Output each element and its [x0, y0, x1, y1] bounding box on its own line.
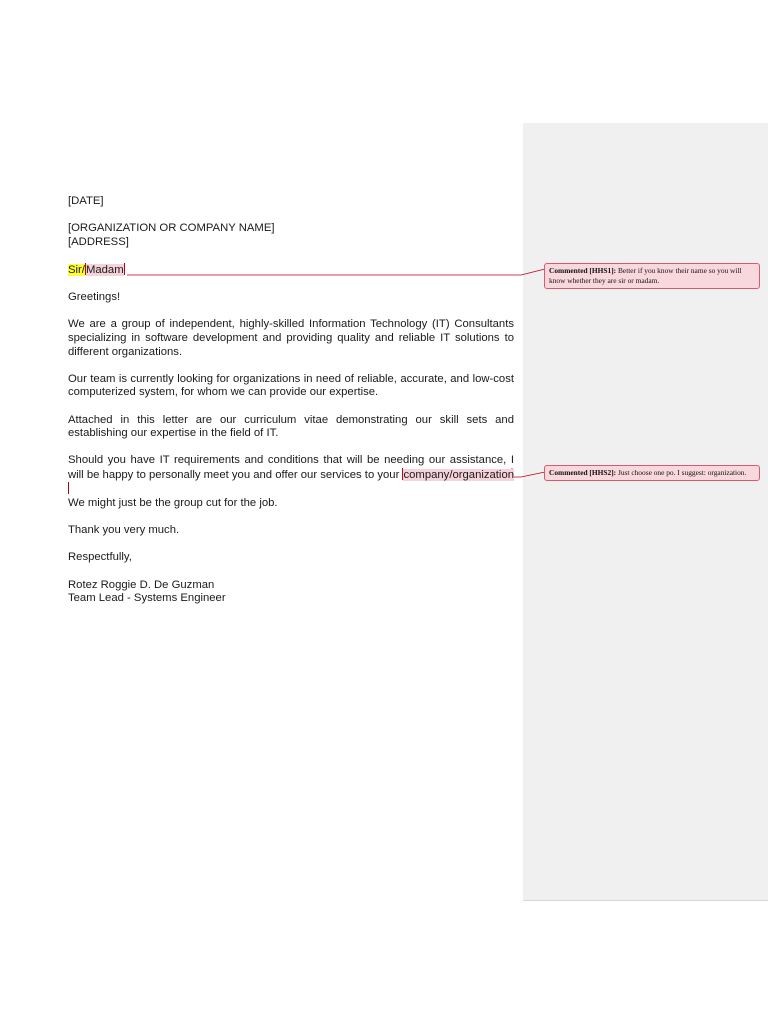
- comment-2-label: Commented [HHS2]:: [549, 468, 617, 477]
- salutation-madam: Madam: [85, 263, 124, 276]
- comment-2[interactable]: [544, 465, 760, 481]
- salutation-sir: Sir/: [68, 263, 85, 276]
- comment-2-anchor-end: [68, 482, 69, 494]
- comment-2-connector: [512, 468, 545, 477]
- paragraph-4-text: Should you have IT requirements and conditions that will be needing our assistance, I will be happy to personally meet you and offer our services to your: [68, 454, 514, 481]
- salutation: [68, 263, 514, 278]
- comment-2-text: Just choose one po. I suggest: organization.: [617, 468, 747, 477]
- comment-1-text: Better if you know their name so you will know whether they are sir or madam.: [549, 266, 742, 285]
- comment-anchor-end: [124, 263, 125, 275]
- paragraph-4-ending: We might just be the group cut for the job.: [68, 497, 278, 510]
- paragraph-3: Attached in this letter are our curriculum vitae demonstrating our skill sets and establishing our expertise in the field of IT.: [68, 413, 514, 440]
- company-organization-highlight: company/organization: [403, 468, 515, 481]
- closing-line: Respectfully,: [68, 551, 132, 564]
- org-name-line: [ORGANIZATION OR COMPANY NAME]: [68, 222, 275, 235]
- paragraph-1: We are a group of independent, highly-skilled Information Technology (IT) Consultants specializing in software development and providing quality and reliable IT solutions to different organizations.: [68, 318, 514, 358]
- greeting: Greetings!: [68, 291, 121, 304]
- letter-body: [68, 195, 514, 606]
- date-line: [DATE]: [68, 195, 104, 207]
- comment-1-label: Commented [HHS1]:: [549, 266, 617, 275]
- signer-name: Rotez Roggie D. De Guzman: [68, 578, 215, 591]
- comment-1[interactable]: [544, 263, 760, 289]
- thanks-line: Thank you very much.: [68, 524, 180, 537]
- paragraph-2: Our team is currently looking for organizations in need of reliable, accurate, and low-cost computerized system, for whom we can provide our expertise.: [68, 372, 514, 399]
- paragraph-4: [68, 454, 514, 510]
- address-line: [ADDRESS]: [68, 235, 129, 248]
- signer-title: Team Lead - Systems Engineer: [68, 592, 226, 605]
